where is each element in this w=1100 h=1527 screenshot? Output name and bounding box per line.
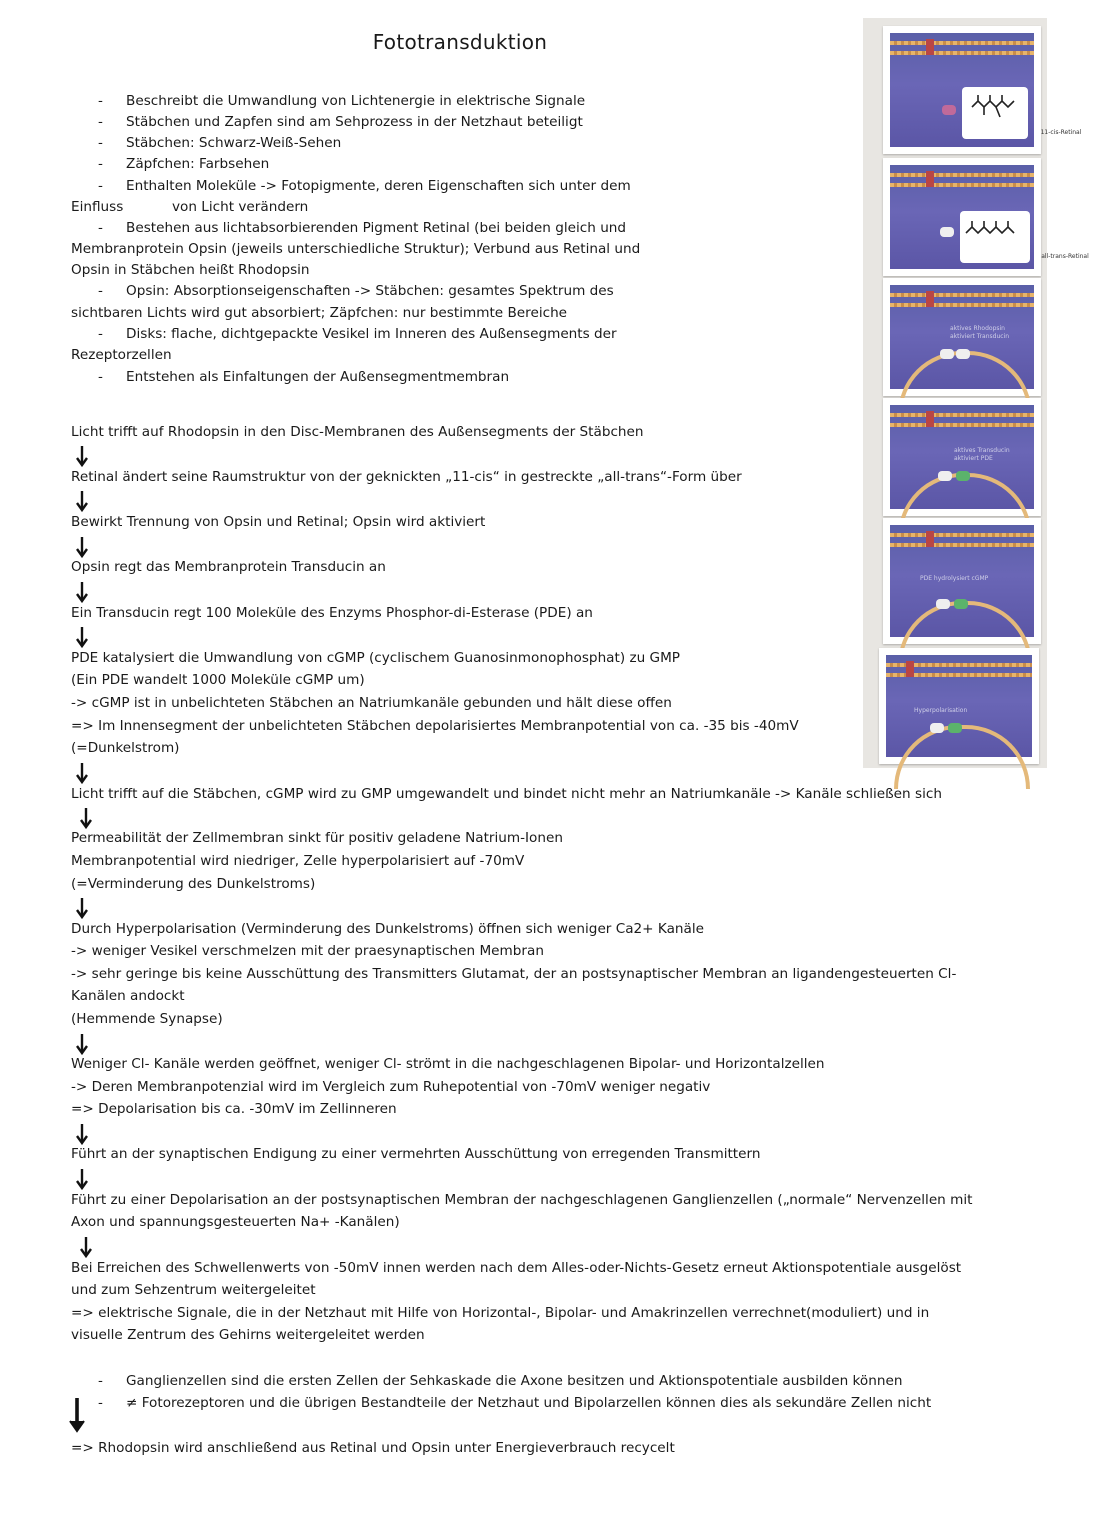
step-text: -> sehr geringe bis keine Ausschüttung des Transmitters Glutamat, der an postsynaptischer Membran an ligandengesteuerten Cl- (71, 966, 957, 982)
bullet-text: Ganglienzellen sind die ersten Zellen der Sehkaskade die Axone besitzen und Aktionspotentiale ausbilden können (126, 1373, 903, 1389)
step-text: -> weniger Vesikel verschmelzen mit der praesynaptischen Membran (71, 943, 544, 959)
step-text: Ein Transducin regt 100 Moleküle des Enzyms Phosphor-di-Esterase (PDE) an (71, 605, 593, 621)
bullet-text: Enthalten Moleküle -> Fotopigmente, deren Eigenschaften sich unter dem (126, 178, 631, 194)
bullet-continuation: Membranprotein Opsin (jeweils unterschiedliche Struktur); Verbund aus Retinal und (71, 241, 641, 257)
page-title: Fototransduktion (372, 30, 548, 54)
step-text: Membranpotential wird niedriger, Zelle hyperpolarisiert auf -70mV (71, 853, 525, 869)
bullet-text: Stäbchen: Schwarz-Weiß-Sehen (126, 135, 342, 151)
bullet-continuation: sichtbaren Lichts wird gut absorbiert; Zäpfchen: nur bestimmte Bereiche (71, 305, 568, 321)
panel-label: aktives Transducin (954, 447, 1010, 454)
bullet-continuation: Rezeptorzellen (71, 347, 172, 363)
step-text: (Ein PDE wandelt 1000 Moleküle cGMP um) (71, 672, 365, 688)
step-text: Licht trifft auf Rhodopsin in den Disc-Membranen des Außensegments der Stäbchen (71, 424, 644, 440)
step-text: (Hemmende Synapse) (71, 1011, 223, 1027)
step-text: Führt an der synaptischen Endigung zu einer vermehrten Ausschüttung von erregenden Transmittern (71, 1146, 761, 1162)
bullet-dash: - (98, 1395, 103, 1411)
down-arrow-icon (72, 1033, 92, 1055)
down-arrow-icon (76, 1236, 96, 1258)
bullet-dash: - (98, 135, 103, 151)
panel-label: aktives Rhodopsin (950, 325, 1005, 332)
bullet-dash: - (98, 283, 103, 299)
conclusion-text: => Rhodopsin wird anschließend aus Retinal und Opsin unter Energieverbrauch recycelt (71, 1440, 675, 1456)
down-arrow-icon (72, 445, 92, 467)
diagram-card-transducin (883, 398, 1041, 516)
bullet-text: Bestehen aus lichtabsorbierenden Pigment Retinal (bei beiden gleich und (126, 220, 627, 236)
step-text: Weniger Cl- Kanäle werden geöffnet, weniger Cl- strömt in die nachgeschlagenen Bipolar- und Horizontalzellen (71, 1056, 825, 1072)
step-text: Bewirkt Trennung von Opsin und Retinal; Opsin wird aktiviert (71, 514, 486, 530)
bullet-continuation: Opsin in Stäbchen heißt Rhodopsin (71, 262, 310, 278)
bullet-text: ≠ Fotorezeptoren und die übrigen Bestandteile der Netzhaut und Bipolarzellen können dies als sekundäre Zellen nicht (126, 1395, 932, 1411)
step-text: => elektrische Signale, die in der Netzhaut mit Hilfe von Horizontal-, Bipolar- und Amakrinzellen verrechnet(moduliert) und in (71, 1305, 930, 1321)
step-text: und zum Sehzentrum weitergeleitet (71, 1282, 316, 1298)
step-text: Führt zu einer Depolarisation an der postsynaptischen Membran der nachgeschlagenen Ganglienzellen („normale“ Nervenzellen mit (71, 1192, 973, 1208)
panel-label: Hyperpolarisation (914, 707, 968, 714)
diagram-card-11-cis (883, 26, 1082, 154)
down-arrow-icon (72, 581, 92, 603)
bullet-dash: - (98, 326, 103, 342)
inset-label: all-trans-Retinal (1041, 253, 1089, 260)
panel-label: aktiviert PDE (954, 455, 993, 462)
bullet-text: Disks: flache, dichtgepackte Vesikel im Inneren des Außensegments der (126, 326, 617, 342)
large-down-arrow-icon (66, 1397, 88, 1433)
step-text: Licht trifft auf die Stäbchen, cGMP wird zu GMP umgewandelt und bindet nicht mehr an Natriumkanäle -> Kanäle schließen sich (71, 786, 942, 802)
step-text: Durch Hyperpolarisation (Verminderung des Dunkelstroms) öffnen sich weniger Ca2+ Kanäle (71, 921, 704, 937)
diagram-card-rhodopsin (883, 278, 1041, 396)
diagram-card-all-trans (883, 158, 1089, 276)
step-text: visuelle Zentrum des Gehirns weitergeleitet werden (71, 1327, 425, 1343)
down-arrow-icon (72, 626, 92, 648)
bullet-continuation: von Licht verändern (172, 199, 309, 215)
step-text: Kanälen andockt (71, 988, 185, 1004)
retinal-inset (962, 87, 1082, 139)
down-arrow-icon (76, 807, 96, 829)
retinal-inset (960, 211, 1089, 263)
step-text: Bei Erreichen des Schwellenwerts von -50mV innen werden nach dem Alles-oder-Nichts-Gesetz erneut Aktionspotentiale ausgelöst (71, 1260, 962, 1276)
bullet-dash: - (98, 369, 103, 385)
step-text: Permeabilität der Zellmembran sinkt für positiv geladene Natrium-Ionen (71, 830, 563, 846)
bullet-dash: - (98, 178, 103, 194)
step-text: Axon und spannungsgesteuerten Na+ -Kanälen) (71, 1214, 400, 1230)
bullet-dash: - (98, 93, 103, 109)
down-arrow-icon (72, 536, 92, 558)
bullet-text: Stäbchen und Zapfen sind am Sehprozess in der Netzhaut beteiligt (126, 114, 583, 130)
step-text: => Im Innensegment der unbelichteten Stäbchen depolarisiertes Membranpotential von ca. -35 bis -40mV (71, 718, 799, 734)
down-arrow-icon (72, 897, 92, 919)
diagram-card-hyperpolarisation (879, 648, 1039, 764)
step-text: (=Dunkelstrom) (71, 740, 180, 756)
down-arrow-icon (72, 762, 92, 784)
diagram-photo (863, 18, 1089, 768)
panel-label: PDE hydrolysiert cGMP (920, 575, 989, 582)
bullet-dash: - (98, 220, 103, 236)
bullet-dash: - (98, 156, 103, 172)
step-text: -> cGMP ist in unbelichteten Stäbchen an Natriumkanäle gebunden und hält diese offen (71, 695, 672, 711)
down-arrow-icon (72, 1168, 92, 1190)
bullet-text: Entstehen als Einfaltungen der Außensegmentmembran (126, 369, 510, 385)
step-text: -> Deren Membranpotenzial wird im Vergleich zum Ruhepotential von -70mV weniger negativ (71, 1079, 711, 1095)
step-text: => Depolarisation bis ca. -30mV im Zellinneren (71, 1101, 397, 1117)
step-text: Opsin regt das Membranprotein Transducin an (71, 559, 386, 575)
bullet-dash: - (98, 1373, 103, 1389)
bullet-dash: - (98, 114, 103, 130)
panel-label: aktiviert Transducin (950, 333, 1010, 340)
step-text: Retinal ändert seine Raumstruktur von der geknickten „11-cis“ in gestreckte „all-trans“-Form über (71, 469, 742, 485)
bullet-text: Opsin: Absorptionseigenschaften -> Stäbchen: gesamtes Spektrum des (126, 283, 614, 299)
down-arrow-icon (72, 490, 92, 512)
step-text: PDE katalysiert die Umwandlung von cGMP (cyclischem Guanosinmonophosphat) zu GMP (71, 650, 680, 666)
bullet-text: Beschreibt die Umwandlung von Lichtenergie in elektrische Signale (126, 93, 586, 109)
down-arrow-icon (72, 1123, 92, 1145)
bullet-continuation: Einfluss (71, 199, 124, 215)
diagram-card-pde (883, 518, 1041, 644)
bullet-text: Zäpfchen: Farbsehen (126, 156, 270, 172)
inset-label: 11-cis-Retinal (1040, 129, 1082, 136)
step-text: (=Verminderung des Dunkelstroms) (71, 876, 316, 892)
